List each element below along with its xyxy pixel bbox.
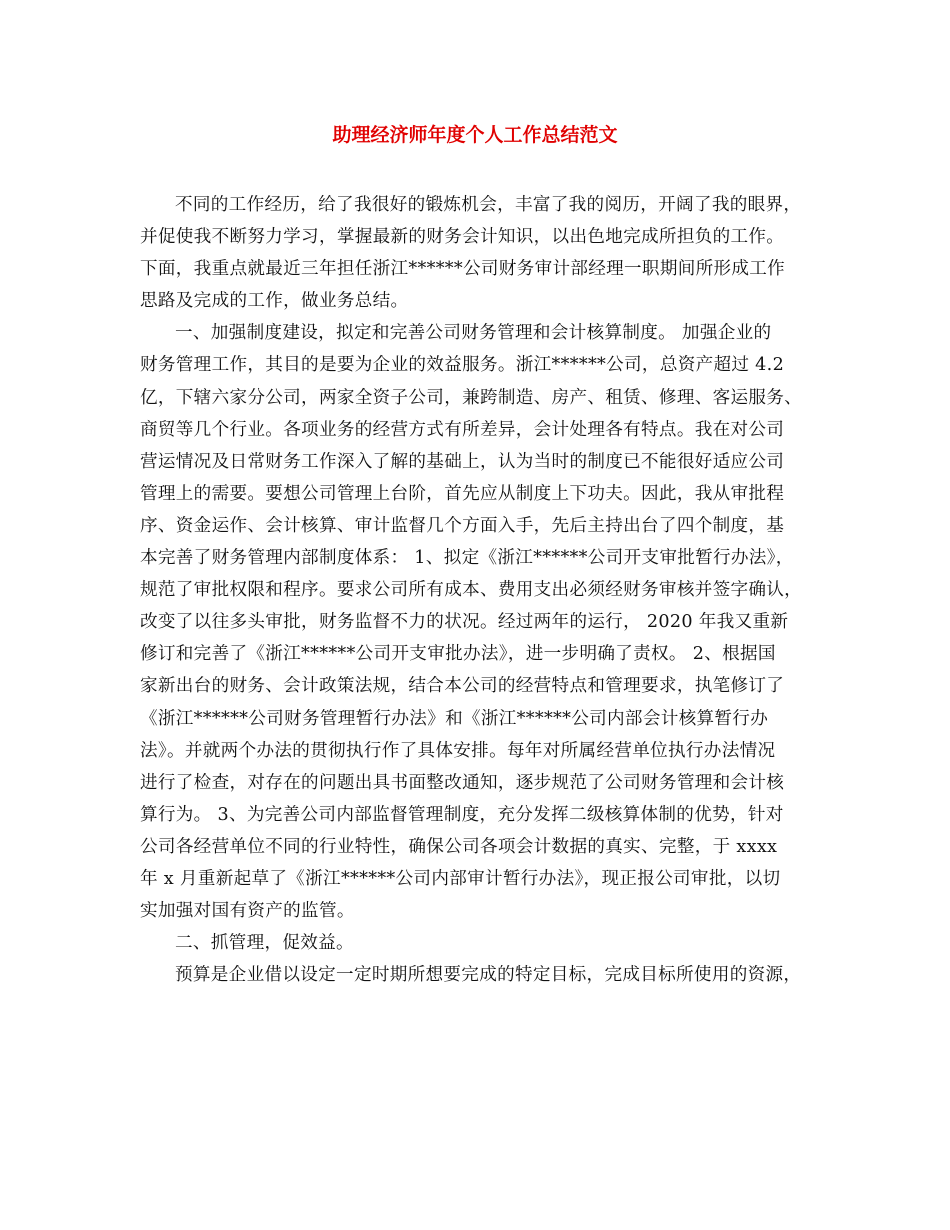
text-line: 下面，我重点就最近三年担任浙江******公司财务审计部经理一职期间所形成工作 xyxy=(140,259,786,280)
text-line: 法》。并就两个办法的贯彻执行作了具体安排。每年对所属经营单位执行办法情况 xyxy=(140,740,776,761)
text-line: 家新出台的财务、会计政策法规，结合本公司的经营特点和管理要求，执笔修订了 xyxy=(140,676,785,697)
text-line: 财务管理工作，其目的是要为企业的效益服务。浙江******公司，总资产超过 4.2 xyxy=(140,355,785,376)
text-line: 并促使我不断努力学习，掌握最新的财务会计知识，以出色地完成所担负的工作。 xyxy=(140,227,785,248)
text-line: 实加强对国有资产的监管。 xyxy=(140,901,355,922)
text-line: 年 x 月重新起草了《浙江******公司内部审计暂行办法》，现正报公司审批，以切 xyxy=(140,868,781,889)
text-line: 管理上的需要。要想公司管理上台阶，首先应从制度上下功夫。因此，我从审批程 xyxy=(140,483,785,504)
document-body xyxy=(140,189,830,991)
text-line: 营运情况及日常财务工作深入了解的基础上，认为当时的制度已不能很好适应公司 xyxy=(140,451,785,472)
text-line: 不同的工作经历，给了我很好的锻炼机会，丰富了我的阅历，开阔了我的眼界， xyxy=(175,195,802,215)
text-line: 商贸等几个行业。各项业务的经营方式有所差异，会计处理各有特点。我在对公司 xyxy=(140,419,785,440)
text-line: 修订和完善了《浙江******公司开支审批办法》，进一步明确了责权。 2、根据国 xyxy=(140,644,776,665)
text-line: 改变了以往多头审批，财务监督不力的状况。经过两年的运行， 2020 年我又重新 xyxy=(140,612,789,633)
text-line: 进行了检查，对存在的问题出具书面整改通知，逐步规范了公司财务管理和会计核 xyxy=(140,772,785,793)
text-line: 预算是企业借以设定一定时期所想要完成的特定目标，完成目标所使用的资源， xyxy=(175,965,802,986)
text-line: 《浙江******公司财务管理暂行办法》和《浙江******公司内部会计核算暂行办 xyxy=(140,708,769,729)
document-title: 助理经济师年度个人工作总结范文 xyxy=(332,124,618,146)
text-line: 公司各经营单位不同的行业特性，确保公司各项会计数据的真实、完整，于 xxxx xyxy=(140,836,778,857)
text-line: 亿，下辖六家分公司，两家全资子公司，兼跨制造、房产、租赁、修理、客运服务、 xyxy=(140,387,803,408)
text-line: 二、抓管理，促效益。 xyxy=(175,933,354,954)
text-line: 思路及完成的工作，做业务总结。 xyxy=(140,291,409,312)
text-line: 规范了审批权限和程序。要求公司所有成本、费用支出必须经财务审核并签字确认， xyxy=(140,580,803,601)
text-line: 序、资金运作、会计核算、审计监督几个方面入手，先后主持出台了四个制度，基 xyxy=(140,515,785,536)
text-line: 一、加强制度建设，拟定和完善公司财务管理和会计核算制度。 加强企业的 xyxy=(175,323,772,344)
text-line: 算行为。 3、为完善公司内部监督管理制度，充分发挥二级核算体制的优势，针对 xyxy=(140,804,784,825)
text-line: 本完善了财务管理内部制度体系： 1、拟定《浙江******公司开支审批暂行办法》， xyxy=(140,548,794,569)
